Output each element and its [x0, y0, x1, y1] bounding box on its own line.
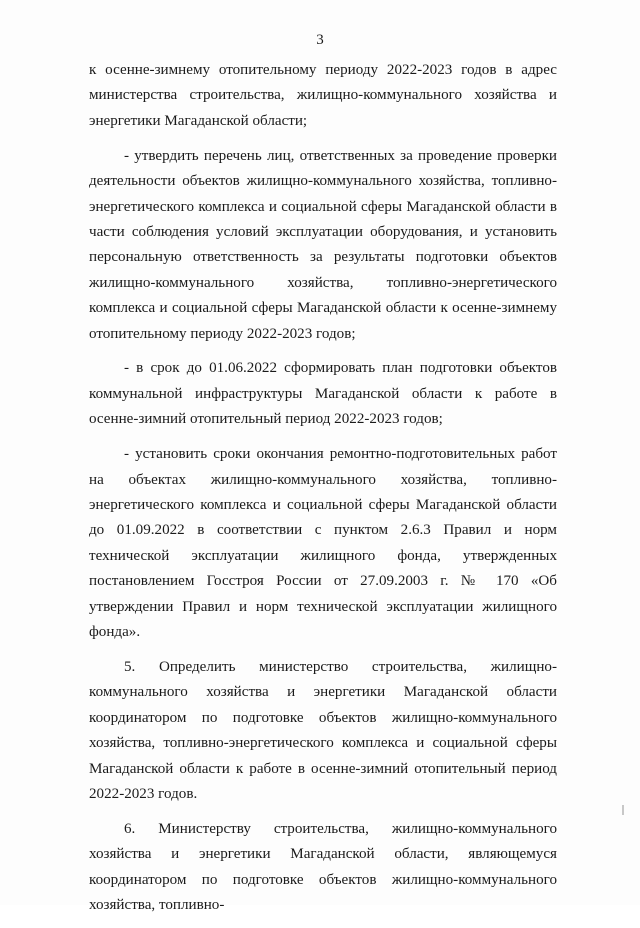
paragraph-set-deadlines: - установить сроки окончания ремонтно-подготовительных работ на объектах жилищно-коммунального хозяйства, топливно-энергетического комплекса и социальной сферы Магаданской области до 01.09.2022 в соответствии с пунктом 2.6.3 Правил и норм технической эксплуатации жилищного фонда, утвержденных постановлением Госстроя России от 27.09.2003 г. № 170 «Об утверждении Правил и норм технической эксплуатации жилищного фонда». [89, 446, 557, 641]
paragraph-item-5: 5. Определить министерство строительства, жилищно-коммунального хозяйства и энергетики Магаданской области координатором по подготовке объектов жилищно-коммунального хозяйства, топливно-энергетического комплекса и социальной сферы Магаданской области к работе в осенне-зимний отопительный период 2022-2023 годов. [89, 658, 557, 802]
document-body [89, 58, 557, 928]
paragraph-form-plan: - в срок до 01.06.2022 сформировать план подготовки объектов коммунальной инфраструктуры Магаданской области к работе в осенне-зимний отопительный период 2022-2023 годов; [89, 360, 557, 428]
paragraph-item-6: 6. Министерству строительства, жилищно-коммунального хозяйства и энергетики Магаданской области, являющемуся координатором по подготовке объектов жилищно-коммунального хозяйства, топливно- [89, 820, 557, 914]
paragraph-approve-responsible-list: - утвердить перечень лиц, ответственных за проведение проверки деятельности объектов жилищно-коммунального хозяйства, топливно-энергетического комплекса и социальной сферы Магаданской области в части соблюдения условий эксплуатации оборудования, и установить персональную ответственность за результаты подготовки объектов жилищно-коммунального хозяйства, топливно-энергетического комплекса и социальной сферы Магаданской области к осенне-зимнему отопительному периоду 2022-2023 годов; [89, 147, 557, 342]
paragraph-continuation: к осенне-зимнему отопительному периоду 2022-2023 годов в адрес министерства строительства, жилищно-коммунального хозяйства и энергетики Магаданской области; [89, 62, 557, 129]
scan-artifact [622, 805, 624, 815]
page-number: 3 [316, 32, 324, 48]
